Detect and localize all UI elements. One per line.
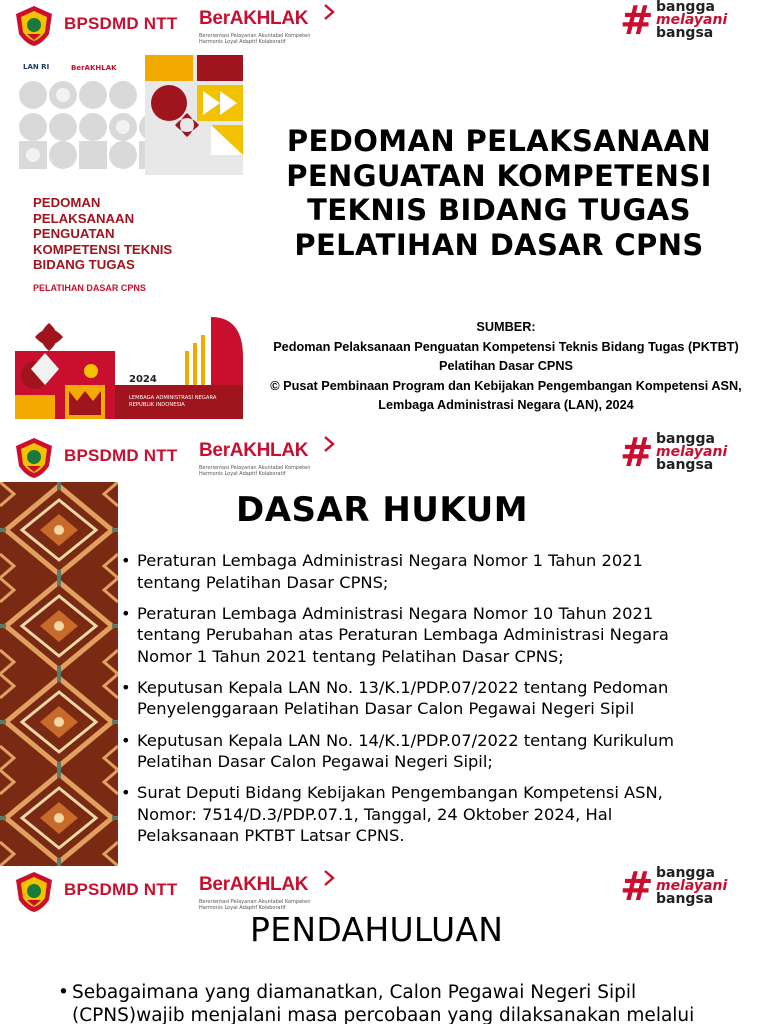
list-item: • Surat Deputi Bidang Kebijakan Pengembangan Kompetensi ASN, Nomor: 7514/D.3/PDP.07.1, Tanggal, 24 Oktober 2024, Hal Pelaksanaan PKTBT Latsar CPNS. — [121, 782, 761, 847]
legal-basis-list — [121, 550, 761, 856]
source-citation: SUMBER: Pedoman Pelaksanaan Penguatan Kompetensi Teknis Bidang Tugas (PKTBT) Pelatihan Dasar CPNS © Pusat Pembinaan Program dan Kebijakan Pengembangan Kompetensi ASN, Lembaga Administrasi Negara (LAN), 2024 — [270, 320, 742, 412]
lan-logo: LAN RI — [23, 63, 50, 71]
bangga-melayani-logo — [620, 866, 760, 912]
melayani-word: melayani — [656, 878, 728, 894]
chevron-logo-icon — [323, 436, 335, 452]
hash-logo-icon: # — [620, 432, 654, 476]
cover-title: PEDOMAN PELAKSANAAN PENGUATAN KOMPETENSI TEKNIS BIDANG TUGAS — [33, 195, 173, 272]
org-name: BPSDMD NTT — [64, 446, 178, 465]
bangga-word: bangga — [656, 0, 715, 15]
berakhlak-logo — [199, 440, 339, 480]
berakhlak-word: BerAKHLAK — [199, 440, 309, 461]
melayani-word: melayani — [656, 12, 728, 28]
melayani-word: melayani — [656, 444, 728, 460]
berakhlak-word: BerAKHLAK — [199, 8, 309, 29]
cover-institution: LEMBAGA ADMINISTRASI NEGARA REPUBLIK INDONESIA — [129, 395, 217, 408]
slide-title: DASAR HUKUM — [236, 490, 529, 530]
hash-logo-icon: # — [620, 866, 654, 910]
bangsa-word: bangsa — [656, 891, 714, 907]
bangga-word: bangga — [656, 432, 715, 447]
bangsa-word: bangsa — [656, 457, 714, 473]
bangga-melayani-logo — [620, 432, 760, 478]
org-name: BPSDMD NTT — [64, 880, 178, 899]
bangsa-word: bangsa — [656, 25, 714, 41]
list-item: • Peraturan Lembaga Administrasi Negara Nomor 10 Tahun 2021 tentang Perubahan atas Peraturan Lembaga Administrasi Negara Nomor 1 Tahun 2021 tentang Pelatihan Dasar CPNS; — [121, 603, 761, 668]
slide-header — [0, 0, 768, 48]
berakhlak-word: BerAKHLAK — [199, 874, 309, 895]
berakhlak-tagline: Berorientasi Pelayanan Akuntabel Kompeten Harmonis Loyal Adaptif Kolaboratif — [199, 33, 311, 45]
slide-title: PENDAHULUAN — [250, 910, 504, 949]
berakhlak-tagline: Berorientasi Pelayanan Akuntabel Kompeten Harmonis Loyal Adaptif Kolaboratif — [199, 465, 311, 477]
slide-cover — [0, 0, 768, 432]
hash-logo-icon: # — [620, 0, 654, 44]
org-name: BPSDMD NTT — [64, 14, 178, 33]
chevron-logo-icon — [323, 870, 335, 886]
list-item: • Keputusan Kepala LAN No. 13/K.1/PDP.07/2022 tentang Pedoman Penyelenggaraan Pelatihan Dasar Calon Pegawai Negeri Sipil — [121, 677, 761, 720]
cover-year: 2024 — [129, 374, 157, 385]
intro-list — [58, 982, 758, 1024]
slide-dasar-hukum — [0, 432, 768, 866]
book-cover-image — [15, 55, 243, 419]
slide-header — [0, 866, 768, 914]
ikat-textile-image — [0, 482, 118, 866]
ntt-emblem-icon — [12, 870, 56, 914]
ntt-emblem-icon — [12, 436, 56, 480]
berakhlak-logo — [199, 874, 339, 914]
cover-berakhlak-logo: BerAKHLAK — [71, 64, 117, 72]
list-item: • Peraturan Lembaga Administrasi Negara Nomor 1 Tahun 2021 tentang Pelatihan Dasar CPNS; — [121, 550, 761, 593]
bangga-melayani-logo — [620, 0, 760, 46]
bangga-word: bangga — [656, 866, 715, 881]
chevron-logo-icon — [323, 4, 335, 20]
slide-title: PEDOMAN PELAKSANAAN PENGUATAN KOMPETENSI TEKNIS BIDANG TUGAS PELATIHAN DASAR CPNS — [286, 124, 712, 262]
slide-pendahuluan — [0, 866, 768, 1024]
cover-subtitle: PELATIHAN DASAR CPNS — [33, 283, 146, 293]
berakhlak-logo — [199, 8, 339, 48]
list-item: • Keputusan Kepala LAN No. 14/K.1/PDP.07/2022 tentang Kurikulum Pelatihan Dasar Calon Pegawai Negeri Sipil; — [121, 730, 761, 773]
slide-header — [0, 432, 768, 480]
list-item: • Sebagaimana yang diamanatkan, Calon Pegawai Negeri Sipil (CPNS)wajib menjalani masa percobaan yang dilaksanakan melalui — [58, 982, 758, 1024]
berakhlak-tagline: Berorientasi Pelayanan Akuntabel Kompeten Harmonis Loyal Adaptif Kolaboratif — [199, 899, 311, 911]
ntt-emblem-icon — [12, 4, 56, 48]
